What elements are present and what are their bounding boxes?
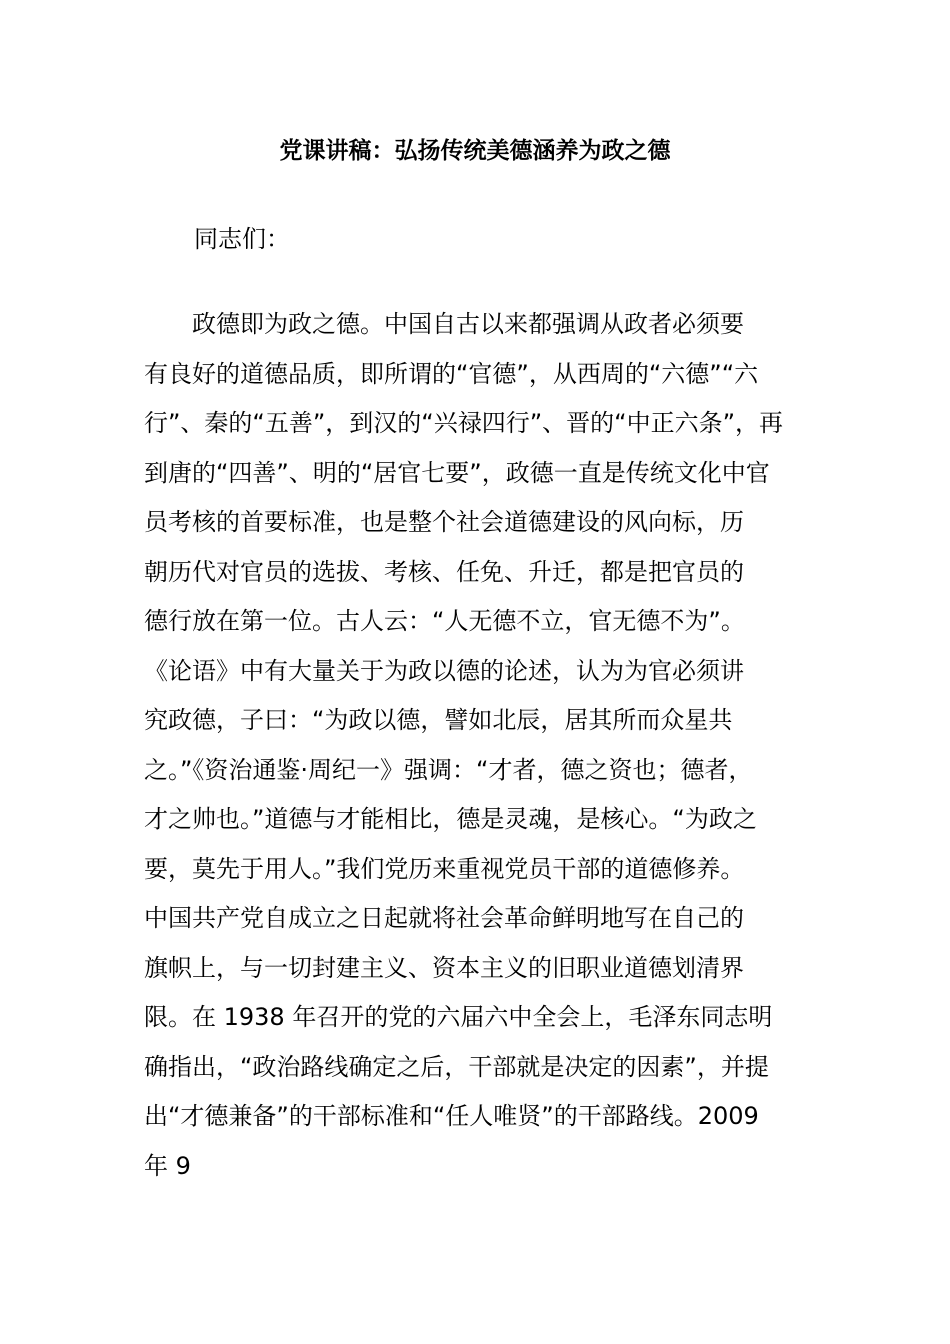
paragraph-line: 中国共产党自成立之日起就将社会革命鲜明地写在自己的 (144, 904, 744, 932)
salutation: 同志们： (194, 225, 290, 253)
paragraph-line: 行”、秦的“五善”，到汉的“兴禄四行”、晋的“中正六条”，再 (144, 409, 784, 437)
paragraph-line: 确指出，“政治路线确定之后，干部就是决定的因素”，并提 (144, 1052, 769, 1081)
paragraph-line: 员考核的首要标准，也是整个社会道德建设的风向标，历 (144, 508, 744, 536)
document-title: 党课讲稿：弘扬传统美德涵养为政之德 (279, 138, 671, 164)
body-paragraph (144, 300, 844, 1191)
paragraph-line: 到唐的“四善”、明的“居官七要”，政德一直是传统文化中官 (144, 458, 770, 487)
paragraph-line: 究政德，子曰：“为政以德，譬如北辰，居其所而众星共 (144, 706, 733, 734)
paragraph-line: 朝历代对官员的选拔、考核、任免、升迁，都是把官员的 (144, 557, 744, 586)
paragraph-line: 旗帜上，与一切封建主义、资本主义的旧职业道德划清界 (144, 953, 744, 982)
paragraph-line: 要，莫先于用人。”我们党历来重视党员干部的道德修养。 (144, 854, 745, 883)
paragraph-line: 出“才德兼备”的干部标准和“任人唯贤”的干部路线。2009 (144, 1102, 759, 1130)
paragraph-line: 之。”《资治通鉴·周纪一》强调：“才者，德之资也；德者， (144, 755, 753, 784)
paragraph-line: 《论语》中有大量关于为政以德的论述，认为为官必须讲 (144, 656, 744, 685)
paragraph-line: 限。在 1938 年召开的党的六届六中全会上，毛泽东同志明 (144, 1003, 773, 1031)
paragraph-line: 才之帅也。”道德与才能相比，德是灵魂，是核心。“为政之 (144, 805, 757, 833)
paragraph-line: 政德即为政之德。中国自古以来都强调从政者必须要 (144, 310, 744, 338)
paragraph-line: 德行放在第一位。古人云：“人无德不立，官无德不为”。 (144, 607, 745, 635)
paragraph-line: 年 9 (144, 1151, 191, 1180)
paragraph-line: 有良好的道德品质，即所谓的“官德”，从西周的“六德”“六 (144, 359, 759, 388)
